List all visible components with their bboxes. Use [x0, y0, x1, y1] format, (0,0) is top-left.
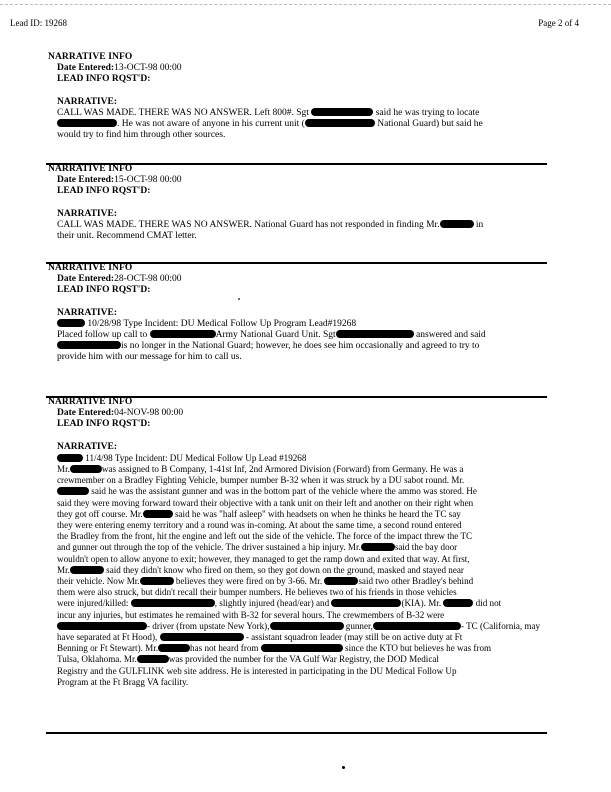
- redaction: [57, 454, 83, 462]
- redaction: [324, 577, 358, 585]
- date-entered: Date Entered:13-OCT-98 00:00: [57, 63, 182, 74]
- redaction: [373, 622, 461, 630]
- redaction: [270, 622, 344, 630]
- redaction: [131, 599, 215, 607]
- redaction: [57, 341, 121, 349]
- redaction: [70, 566, 104, 574]
- lead-info-rqstd: LEAD INFO RQST'D:: [57, 419, 151, 430]
- page-number: Page 2 of 4: [538, 18, 579, 28]
- date-entered: Date Entered:28-OCT-98 00:00: [57, 274, 182, 285]
- section-title: NARRATIVE INFO: [48, 164, 133, 174]
- redaction: [440, 220, 474, 228]
- redaction: [261, 644, 343, 652]
- narrative-text: CALL WAS MADE. THERE WAS NO ANSWER. Left 800#. Sgt said he was trying to locate . He was not aware of anyone in his current unit ( National Guard) but said he would try to find him through other sources.: [57, 107, 483, 141]
- redaction: [57, 319, 85, 327]
- redaction: [70, 465, 102, 473]
- redaction: [443, 599, 473, 607]
- narrative-label: NARRATIVE:: [57, 96, 117, 107]
- redaction: [311, 108, 373, 116]
- redaction: [361, 543, 395, 551]
- redaction: [305, 119, 375, 127]
- redaction: [336, 330, 414, 338]
- narrative-text: CALL WAS MADE. THERE WAS NO ANSWER. National Guard has not responded in finding Mr. in their unit. Recommend CMAT letter.: [57, 219, 484, 242]
- section-title: NARRATIVE INFO: [48, 52, 133, 62]
- redaction: [57, 622, 147, 630]
- narrative-section-1: [48, 52, 508, 141]
- narrative-label: NARRATIVE:: [57, 441, 117, 452]
- redaction: [140, 577, 174, 585]
- lead-info-rqstd: LEAD INFO RQST'D:: [57, 74, 151, 85]
- redaction: [137, 655, 169, 663]
- redaction: [150, 330, 216, 338]
- section-title: NARRATIVE INFO: [48, 397, 133, 407]
- section-divider: [46, 732, 547, 734]
- redaction: [143, 510, 173, 518]
- narrative-section-3: [48, 263, 508, 364]
- narrative-text: 11/4/98 Type Incident: DU Medical Follow Up Lead #19268 Mr. was assigned to B Company, 1-41st Inf, 2nd Armored Division (Forward) from Germany. He was a crewmember on a Bradley Fighting Vehicle, bumper number B-32 when it was struck by a DU sabot round. Mr. said he was the assistant gunner and was in the bottom part of the vehicle where the ammo was stored. He said they were moving forward toward their objective with a tank unit on their left and another on their right when they got off course. Mr. said he was "half asleep" with headsets on when he thinks he heard the TC say they were entering enemy territory and a round was in-coming. At about the same time, a second round entered the Bradley from the front, hit the engine and left out the side of the vehicle. The force of the impact threw the TC and gunner out through the top of the vehicle. The driver sustained a hip injury. Mr. said the bay door wouldn't open to allow anyone to exit; however, they managed to get the ramp down and exited that way. At first, Mr. said they didn't know who fired on them, so they got down on the ground, masked and stayed near their vehicle. Now Mr. believes they were fired on by 3-66. Mr. said two other Bradley's behind them were also struck, but didn't recall their bumper numbers. He believes two of his friends in those vehicles were injured/killed: , slightly injured (head/ear) and (KIA). Mr. did not incur any injuries, but estimates he remained with B-32 for several hours. The crewmembers of B-32 were - driver (from upstate New York), gunner, - TC (California, may have separated at Ft Hood), - assistant squadron leader (may still be on active duty at Ft Benning or Ft Stewart). Mr. has not heard from since the KTO but believes he was from Tulsa, Oklahoma. Mr. was provided the number for the VA Gulf War Registry, the DOD Medical Registry and the GULFLINK web site address. He is interested in participating in the DU Medical Follow Up Program at the Ft Bragg VA facility.: [57, 452, 541, 687]
- narrative-label: NARRATIVE:: [57, 307, 117, 318]
- redaction: [160, 633, 244, 641]
- lead-info-rqstd: LEAD INFO RQST'D:: [57, 186, 151, 197]
- narrative-section-4: [48, 397, 548, 688]
- narrative-text: 10/28/98 Type Incident: DU Medical Follow Up Program Lead#19268 Placed follow up call to Army National Guard Unit. Sgt answered and said is no longer in the National Guard; however, he does see him occasionally and agreed to try to provide him with our message for him to call us.: [57, 318, 486, 363]
- redaction: [57, 119, 117, 127]
- date-entered: Date Entered:04-NOV-98 00:00: [57, 408, 184, 419]
- lead-info-rqstd: LEAD INFO RQST'D:: [57, 285, 151, 296]
- scan-speck: [342, 766, 345, 769]
- narrative-label: NARRATIVE:: [57, 208, 117, 219]
- scan-speck: [238, 298, 240, 300]
- redaction: [57, 487, 89, 495]
- section-title: NARRATIVE INFO: [48, 263, 133, 273]
- top-border: [0, 4, 611, 6]
- narrative-section-2: [48, 164, 508, 242]
- redaction: [331, 599, 401, 607]
- date-entered: Date Entered:15-OCT-98 00:00: [57, 175, 182, 186]
- lead-id: Lead ID: 19268: [10, 18, 67, 28]
- redaction: [158, 644, 190, 652]
